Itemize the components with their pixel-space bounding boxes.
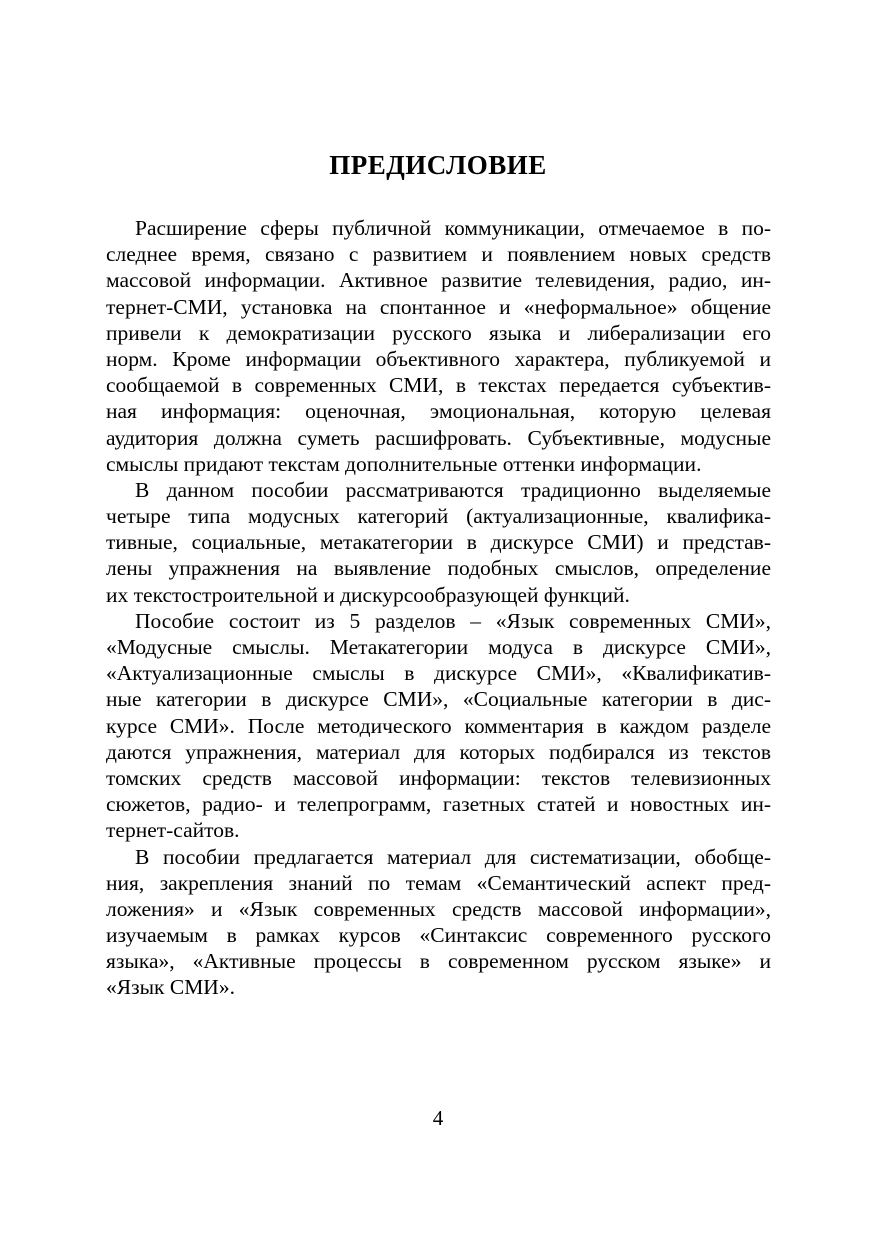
text-line: сообщаемой в современных СМИ, в текстах передается субъектив- [106, 373, 771, 398]
text-line: их текстостроительной и дискурсообразующей функций. [106, 582, 630, 607]
text-line: «Актуализационные смыслы в дискурсе СМИ», «Квалификатив- [106, 661, 771, 686]
text-line: норм. Кроме информации объективного характера, публикуемой и [106, 346, 771, 371]
page-title: ПРЕДИСЛОВИЕ [329, 150, 547, 180]
text-line: «Модусные смыслы. Метакатегории модуса в дискурсе СМИ», [106, 635, 771, 659]
text-line: массовой информации. Активное развитие телевидения, радио, ин- [106, 268, 771, 293]
text-line: ложения» и «Язык современных средств массовой информации», [106, 896, 771, 921]
text-line: тернет-СМИ, установка на спонтанное и «неформальное» общение [106, 294, 771, 319]
text-line: курсе СМИ». После методического комментария в каждом разделе [106, 713, 771, 738]
text-line: лены упражнения на выявление подобных смыслов, определение [106, 556, 771, 581]
text-line: В пособии предлагается материал для систематизации, обобще- [135, 844, 771, 869]
text-line: аудитория должна суметь расшифровать. Субъективные, модусные [106, 425, 771, 450]
body-text [106, 215, 771, 1001]
text-line: Пособие состоит из 5 разделов – «Язык современных СМИ», [135, 608, 771, 633]
text-line: изучаемым в рамках курсов «Синтаксис современного русского [106, 923, 771, 948]
text-line: Расширение сферы публичной коммуникации, отмечаемое в по- [135, 216, 771, 240]
page-number: 4 [432, 1106, 444, 1130]
text-line: ния, закрепления знаний по темам «Семантический аспект пред- [106, 870, 771, 895]
text-line: тивные, социальные, метакатегории в дискурсе СМИ) и представ- [106, 530, 771, 555]
text-line: следнее время, связано с развитием и появлением новых средств [106, 242, 771, 267]
text-line: сюжетов, радио- и телепрограмм, газетных статей и новостных ин- [106, 792, 771, 817]
paragraph [106, 477, 771, 608]
text-line: смыслы придают текстам дополнительные оттенки информации. [106, 451, 702, 476]
text-line: ная информация: оценочная, эмоциональная, которую целевая [106, 399, 771, 424]
paragraph [106, 844, 771, 1001]
text-line: «Язык СМИ». [106, 975, 235, 1000]
text-line: языка», «Активные процессы в современном русском языке» и [106, 949, 771, 974]
text-line: ные категории в дискурсе СМИ», «Социальные категории в дис- [106, 687, 771, 712]
text-line: привели к демократизации русского языка и либерализации его [106, 320, 771, 345]
paragraph [106, 608, 771, 844]
text-line: даются упражнения, материал для которых подбирался из текстов [106, 739, 771, 764]
paragraph [106, 215, 771, 477]
text-line: томских средств массовой информации: текстов телевизионных [106, 765, 771, 790]
text-line: четыре типа модусных категорий (актуализационные, квалифика- [106, 504, 771, 529]
text-line: В данном пособии рассматриваются традиционно выделяемые [135, 477, 771, 502]
text-line: тернет-сайтов. [106, 818, 240, 843]
